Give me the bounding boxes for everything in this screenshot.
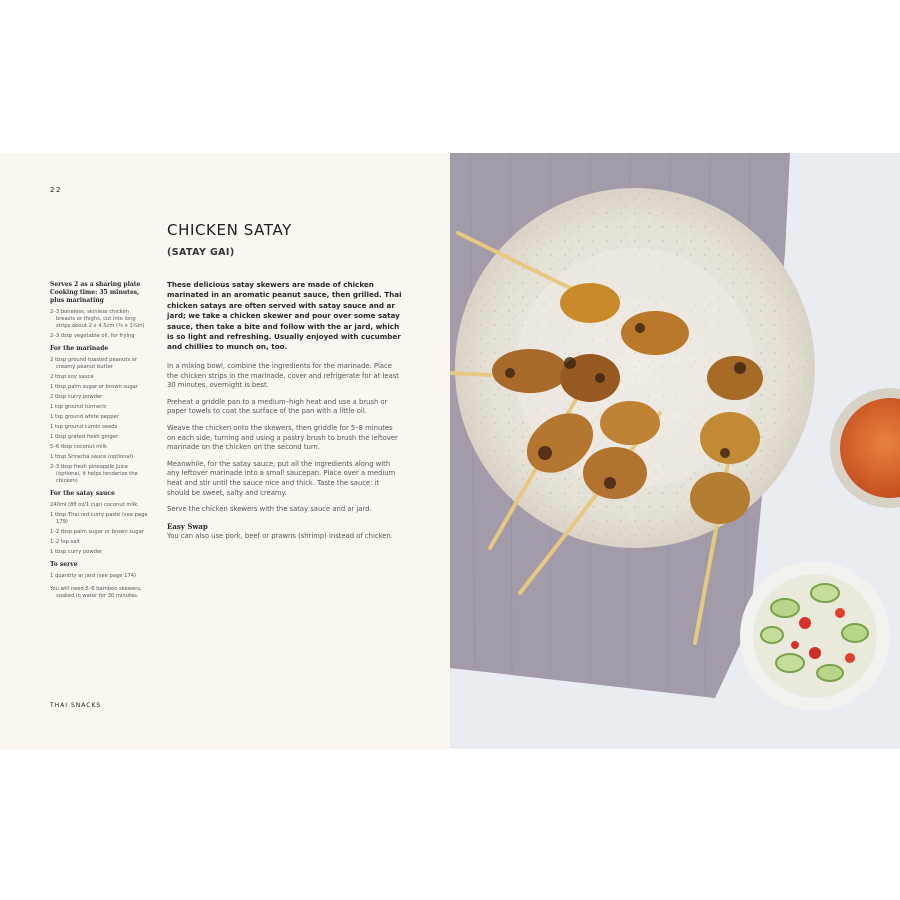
recipe-subtitle: (SATAY GAI)	[167, 247, 235, 258]
food-photo	[450, 153, 900, 749]
ingredient-item: 1 tbsp Thai red curry paste (see page 179)	[50, 512, 148, 525]
ingredient-item: 1–2 tsp salt	[50, 539, 80, 545]
ingredient-item: 2 tbsp soy sauce	[50, 374, 94, 380]
ingredient-item: 1–2 tbsp palm sugar or brown sugar	[50, 529, 144, 535]
ingredient-item: 2–3 tbsp vegetable oil, for frying	[50, 333, 135, 339]
serves-text: Serves 2 as a sharing plate	[50, 281, 141, 288]
ingredient-item: 5–6 tbsp coconut milk	[50, 444, 108, 450]
ingredient-item: 240ml (8fl oz/1 cup) coconut milk	[50, 502, 138, 508]
method-step: Meanwhile, for the satay sauce, put all the ingredients along with any leftover marinade into a small saucepan. Place over a medium heat and stir until the sauce nice and thick. Taste the sauce: it should be sweet, salty and creamy.	[167, 459, 396, 497]
marinade-heading: For the marinade	[50, 345, 109, 352]
book-spread	[0, 153, 900, 749]
ingredient-item: 1 tsp ground cumin seeds	[50, 424, 118, 430]
easy-swap-text: You can also use pork, beef or prawns (shrimp) instead of chicken.	[167, 531, 393, 540]
method-step: In a mixing bowl, combine the ingredients for the marinade. Place the chicken strips in the marinade, cover and refrigerate for at least 30 minutes, overnight is best.	[167, 362, 399, 390]
method-step: Serve the chicken skewers with the satay sauce and ar jard.	[167, 505, 372, 514]
recipe-intro: These delicious satay skewers are made of chicken marinated in an aromatic peanut sauce, then grilled. Thai chicken satays are often served with satay sauce and ar jard; we take a chicken skewer and pour over some satay sauce, then take a bite and follow with the ar jard, which is so light and refreshing. Usually enjoyed with cucumber and chillies to munch on, too.	[167, 280, 402, 352]
recipe-title: CHICKEN SATAY	[167, 221, 292, 239]
method-step: Weave the chicken onto the skewers, then griddle for 5–8 minutes on each side, turning and using a pastry brush to brush the leftover marinade on the chicken on the second turn.	[167, 423, 398, 452]
page-number: 22	[50, 186, 62, 194]
ingredient-item: 2–3 boneless, skinless chicken breasts or thighs, cut into long strips about 2 x 4.5cm (¾ x 1¾in)	[50, 309, 145, 329]
ingredient-item: 2 tbsp curry powder	[50, 394, 103, 400]
main-ingredients-list	[50, 309, 148, 340]
ingredient-item: 1 quantity ar jard (see page 174)	[50, 573, 137, 579]
food-photo-illustration	[450, 153, 900, 749]
satay-sauce-list	[50, 502, 148, 556]
cooking-time-text: Cooking time: 35 minutes, plus marinating	[50, 289, 140, 304]
method-step: Preheat a griddle pan to a medium–high heat and use a brush or paper towels to coat the surface of the pan with a little oil.	[167, 397, 388, 416]
satay-sauce-heading: For the satay sauce	[50, 490, 115, 497]
recipe-page	[0, 153, 450, 749]
ingredient-item: 1 tsp ground turmeric	[50, 404, 107, 410]
ingredient-item: 2–3 tbsp fresh pineapple juice (optional, it helps tenderize the chicken)	[50, 464, 138, 484]
ingredient-item: 1 tbsp grated fresh ginger	[50, 434, 119, 440]
marinade-list	[50, 357, 148, 485]
to-serve-list	[50, 573, 148, 580]
easy-swap-heading: Easy Swap	[167, 521, 208, 531]
ingredient-item: 1 tbsp curry powder	[50, 549, 103, 555]
ingredient-item: 1 tbsp Sriracha sauce (optional)	[50, 454, 133, 460]
ingredient-item: 2 tbsp ground toasted peanuts or creamy peanut butter	[50, 357, 138, 370]
section-footer: THAI SNACKS	[50, 702, 102, 709]
skewer-note: You will need 5–6 bamboo skewers, soaked in water for 30 minutes.	[50, 586, 142, 599]
ingredient-item: 1 tbsp palm sugar or brown sugar	[50, 384, 138, 390]
method-steps	[167, 362, 402, 548]
ingredient-item: 1 tsp ground white pepper	[50, 414, 119, 420]
to-serve-heading: To serve	[50, 561, 78, 568]
ingredients-sidebar	[50, 281, 148, 600]
